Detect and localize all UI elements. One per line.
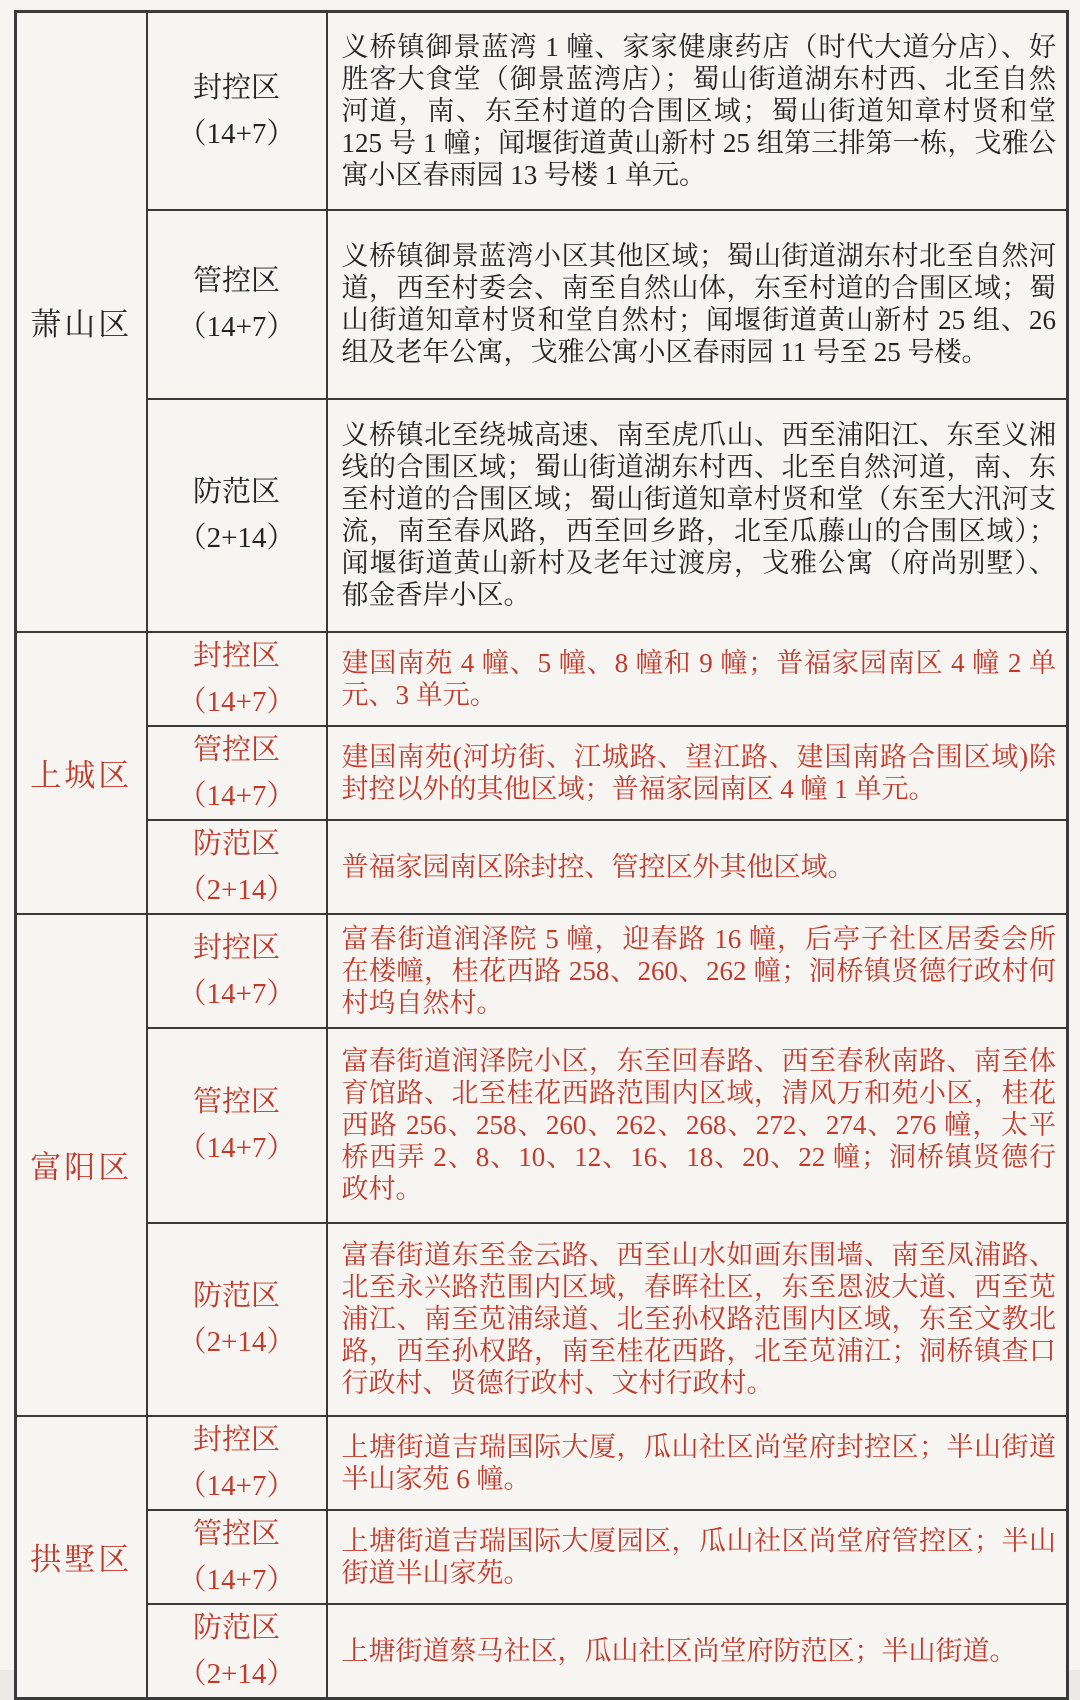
zone-period-label: （14+7） <box>177 311 296 343</box>
zone-period-label: （14+7） <box>177 1563 296 1596</box>
zone-label-cell <box>147 726 327 820</box>
zone-description-cell: 上塘街道吉瑞国际大厦，瓜山社区尚堂府封控区；半山街道半山家苑 6 幢。 <box>327 1416 1068 1510</box>
table-row <box>16 399 1068 632</box>
zone-description-cell: 上塘街道吉瑞国际大厦园区，瓜山社区尚堂府管控区；半山街道半山家苑。 <box>327 1510 1068 1604</box>
zone-type-label: 防范区 <box>192 476 280 508</box>
zone-period-label: （2+14） <box>177 873 296 906</box>
zone-label-cell <box>147 210 327 399</box>
zone-type-label: 管控区 <box>192 1517 280 1550</box>
district-name-cell: 萧山区 <box>16 12 147 632</box>
table-row <box>16 632 1068 726</box>
zone-type-label: 防范区 <box>192 1280 280 1312</box>
zone-type-label: 管控区 <box>192 733 280 766</box>
district-section-xiaoshan <box>16 12 1068 632</box>
zone-description-cell: 建国南苑 4 幢、5 幢、8 幢和 9 幢；普福家园南区 4 幢 2 单元、3 单元。 <box>327 632 1068 726</box>
zone-period-label: （14+7） <box>177 1132 296 1164</box>
table-row <box>16 210 1068 399</box>
zone-type-label: 防范区 <box>192 827 280 860</box>
zone-period-label: （14+7） <box>177 117 296 150</box>
zone-period-label: （14+7） <box>177 977 296 1010</box>
zone-label-cell <box>147 820 327 914</box>
district-section-fuyang <box>16 914 1068 1416</box>
zone-description-cell: 富春街道东至金云路、西至山水如画东围墙、南至凤浦路、北至永兴路范围内区域，春晖社区，东至恩波大道、西至苋浦江、南至苋浦绿道、北至孙权路范围内区域，东至文教北路，西至孙权路，南至桂花西路，北至苋浦江；洞桥镇查口行政村、贤德行政村、文村行政村。 <box>327 1223 1068 1416</box>
zone-label-cell <box>147 1416 327 1510</box>
zone-type-label: 防范区 <box>192 1611 280 1644</box>
zone-description-cell: 富春街道润泽院 5 幢，迎春路 16 幢，后亭子社区居委会所在楼幢，桂花西路 258、260、262 幢；洞桥镇贤德行政村何村坞自然村。 <box>327 914 1068 1028</box>
zone-label-cell <box>147 1604 327 1699</box>
zone-label-cell <box>147 632 327 726</box>
zone-description-cell: 义桥镇御景蓝湾 1 幢、家家健康药店（时代大道分店）、好胜客大食堂（御景蓝湾店）；蜀山街道湖东村西、北至自然河道，南、东至村道的合围区域；蜀山街道知章村贤和堂 125 号 1 幢；闻堰街道黄山新村 25 组第三排第一栋，戈雅公寓小区春雨园 13 号楼 1 单元。 <box>327 12 1068 210</box>
zone-label-cell <box>147 1028 327 1223</box>
table-row <box>16 1510 1068 1604</box>
table-row <box>16 1416 1068 1510</box>
zone-type-label: 管控区 <box>192 1086 280 1118</box>
zone-description-cell: 建国南苑(河坊街、江城路、望江路、建国南路合围区域)除封控以外的其他区域；普福家园南区 4 幢 1 单元。 <box>327 726 1068 820</box>
zone-type-label: 封控区 <box>192 71 280 104</box>
table-row <box>16 914 1068 1028</box>
zone-type-label: 封控区 <box>192 639 280 672</box>
district-section-gongshu <box>16 1416 1068 1699</box>
zone-period-label: （14+7） <box>177 1469 296 1502</box>
zone-type-label: 封控区 <box>192 931 280 964</box>
control-zones-table <box>14 10 1069 1700</box>
table-row <box>16 1604 1068 1699</box>
zone-period-label: （2+14） <box>177 1657 296 1690</box>
zone-description-cell: 富春街道润泽院小区，东至回春路、西至春秋南路、南至体育馆路、北至桂花西路范围内区域，清风万和苑小区，桂花西路 256、258、260、262、268、272、274、276 幢，太平桥西弄 2、8、10、12、16、18、20、22 幢；洞桥镇贤德行政村。 <box>327 1028 1068 1223</box>
zone-period-label: （2+14） <box>177 522 296 554</box>
zone-description-cell: 义桥镇御景蓝湾小区其他区域；蜀山街道湖东村北至自然河道，西至村委会、南至自然山体，东至村道的合围区域；蜀山街道知章村贤和堂自然村；闻堰街道黄山新村 25 组、26 组及老年公寓，戈雅公寓小区春雨园 11 号至 25 号楼。 <box>327 210 1068 399</box>
table-row <box>16 1223 1068 1416</box>
zone-description-cell: 上塘街道蔡马社区，瓜山社区尚堂府防范区；半山街道。 <box>327 1604 1068 1699</box>
table-row <box>16 820 1068 914</box>
zone-type-label: 管控区 <box>192 265 280 297</box>
table-row <box>16 1028 1068 1223</box>
table-row <box>16 726 1068 820</box>
district-name-cell: 富阳区 <box>16 914 147 1416</box>
zone-label-cell <box>147 1223 327 1416</box>
zone-period-label: （14+7） <box>177 685 296 718</box>
zone-label-cell <box>147 12 327 210</box>
zone-description-cell: 义桥镇北至绕城高速、南至虎爪山、西至浦阳江、东至义湘线的合围区域；蜀山街道湖东村西、北至自然河道，南、东至村道的合围区域；蜀山街道知章村贤和堂（东至大汛河支流，南至春风路，西至回乡路，北至瓜藤山的合围区域）；闻堰街道黄山新村及老年过渡房，戈雅公寓（府尚别墅）、郁金香岸小区。 <box>327 399 1068 632</box>
district-section-shangcheng <box>16 632 1068 914</box>
zone-label-cell <box>147 1510 327 1604</box>
zone-label-cell <box>147 914 327 1028</box>
district-name-cell: 上城区 <box>16 632 147 914</box>
zone-description-cell: 普福家园南区除封控、管控区外其他区域。 <box>327 820 1068 914</box>
zone-period-label: （14+7） <box>177 779 296 812</box>
table-row <box>16 12 1068 210</box>
zone-type-label: 封控区 <box>192 1423 280 1456</box>
zone-label-cell <box>147 399 327 632</box>
zone-period-label: （2+14） <box>177 1326 296 1358</box>
district-name-cell: 拱墅区 <box>16 1416 147 1699</box>
